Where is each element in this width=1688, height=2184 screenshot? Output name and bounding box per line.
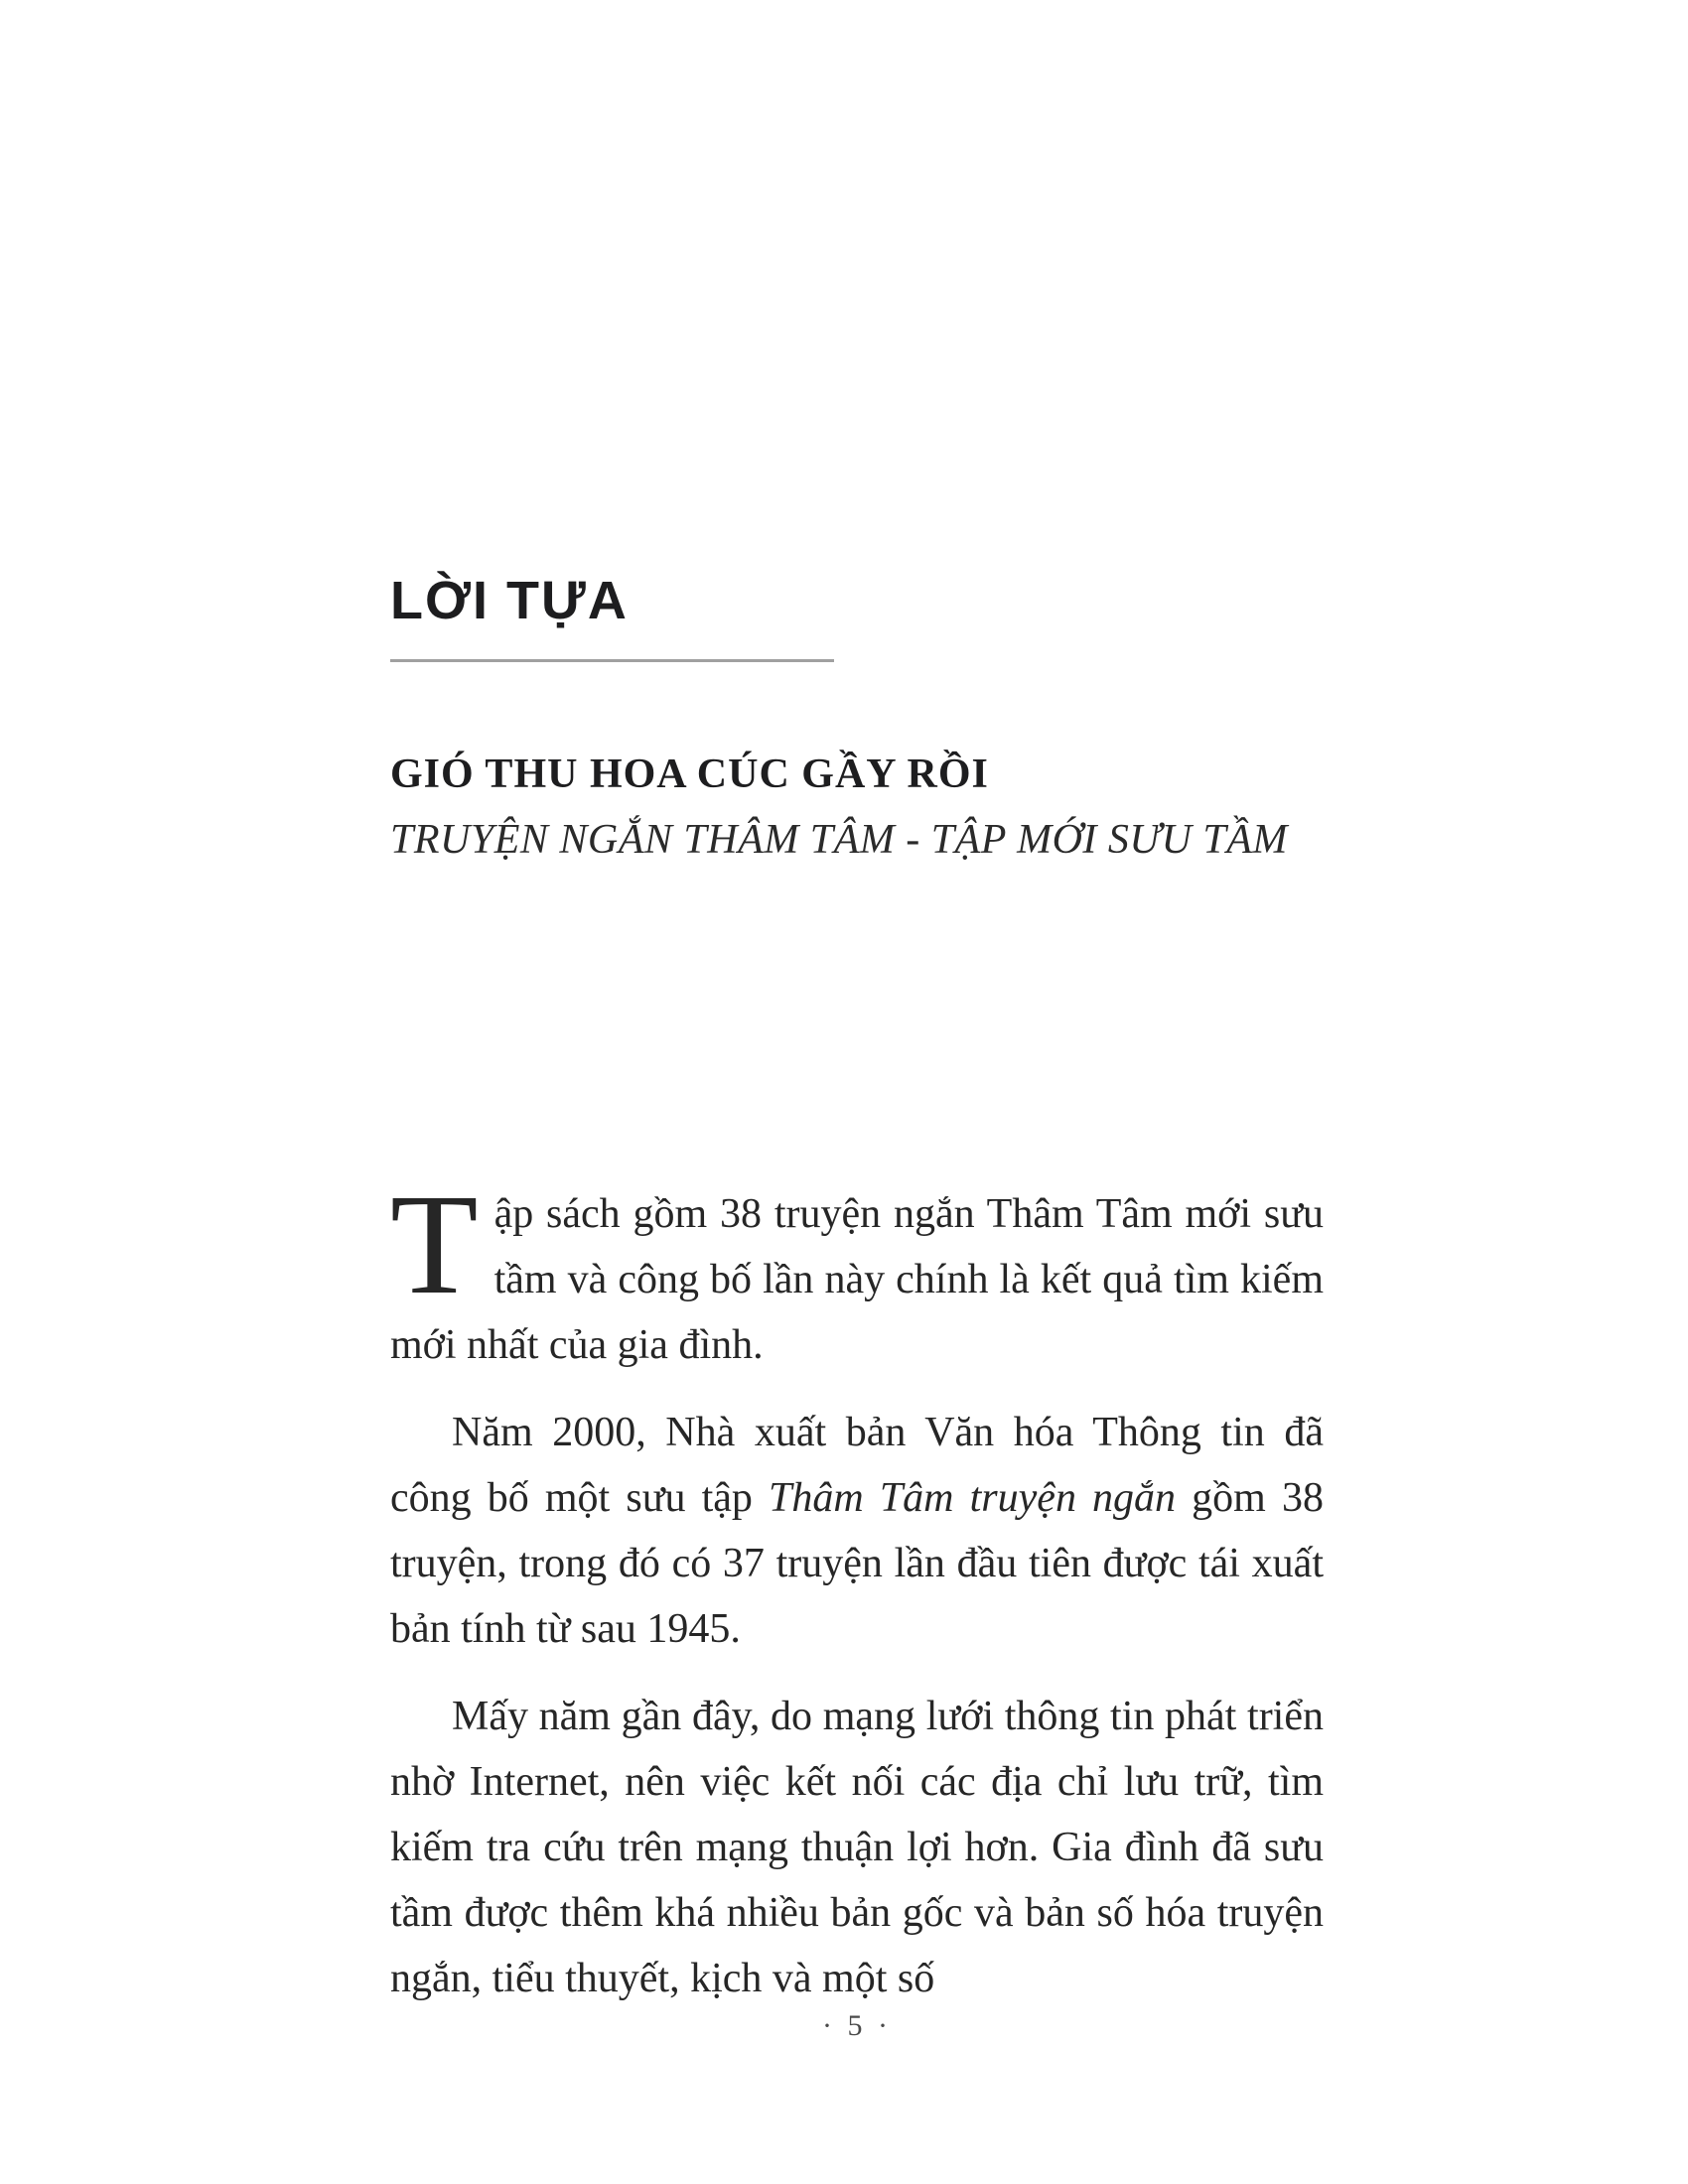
inline-text: Mấy năm gần đây, do mạng lưới thông tin phát triển nhờ Internet, nên việc kết nối các địa chỉ lưu trữ, tìm kiếm tra cứu trên mạng thuận lợi hơn. Gia đình đã sưu tầm được thêm khá nhiều bản gốc và bản số hóa truyện ngắn, tiểu thuyết, kịch và một số: [390, 1693, 1324, 2001]
page-number: · 5 ·: [822, 2009, 892, 2042]
drop-cap: T: [390, 1164, 479, 1324]
inline-italic-text: Thâm Tâm truyện ngắn: [769, 1474, 1177, 1521]
paragraph-3: [390, 1684, 1324, 2011]
page-content: [390, 571, 1324, 2033]
inline-text: Năm 2000, Nhà xuất bản Văn hóa Thông tin đã công bố một sưu tập: [390, 1409, 1324, 1521]
title-divider: [390, 659, 834, 662]
chapter-title: LỜI TỰA: [390, 571, 629, 630]
book-title: GIÓ THU HOA CÚC GẦY RỒI: [390, 751, 989, 797]
inline-text: gồm 38 truyện, trong đó có 37 truyện lần đầu tiên được tái xuất bản tính từ sau 1945.: [390, 1474, 1324, 1652]
book-subtitle: TRUYỆN NGẮN THÂM TÂM - TẬP MỚI SƯU TẦM: [390, 817, 1288, 864]
paragraph-2: [390, 1400, 1324, 1662]
paragraph-1: [390, 1164, 1324, 1378]
inline-text: ập sách gồm 38 truyện ngắn Thâm Tâm mới sưu tầm và công bố lần này chính là kết quả tìm kiếm mới nhất của gia đình.: [390, 1190, 1324, 1368]
body-text: [390, 1164, 1324, 2011]
